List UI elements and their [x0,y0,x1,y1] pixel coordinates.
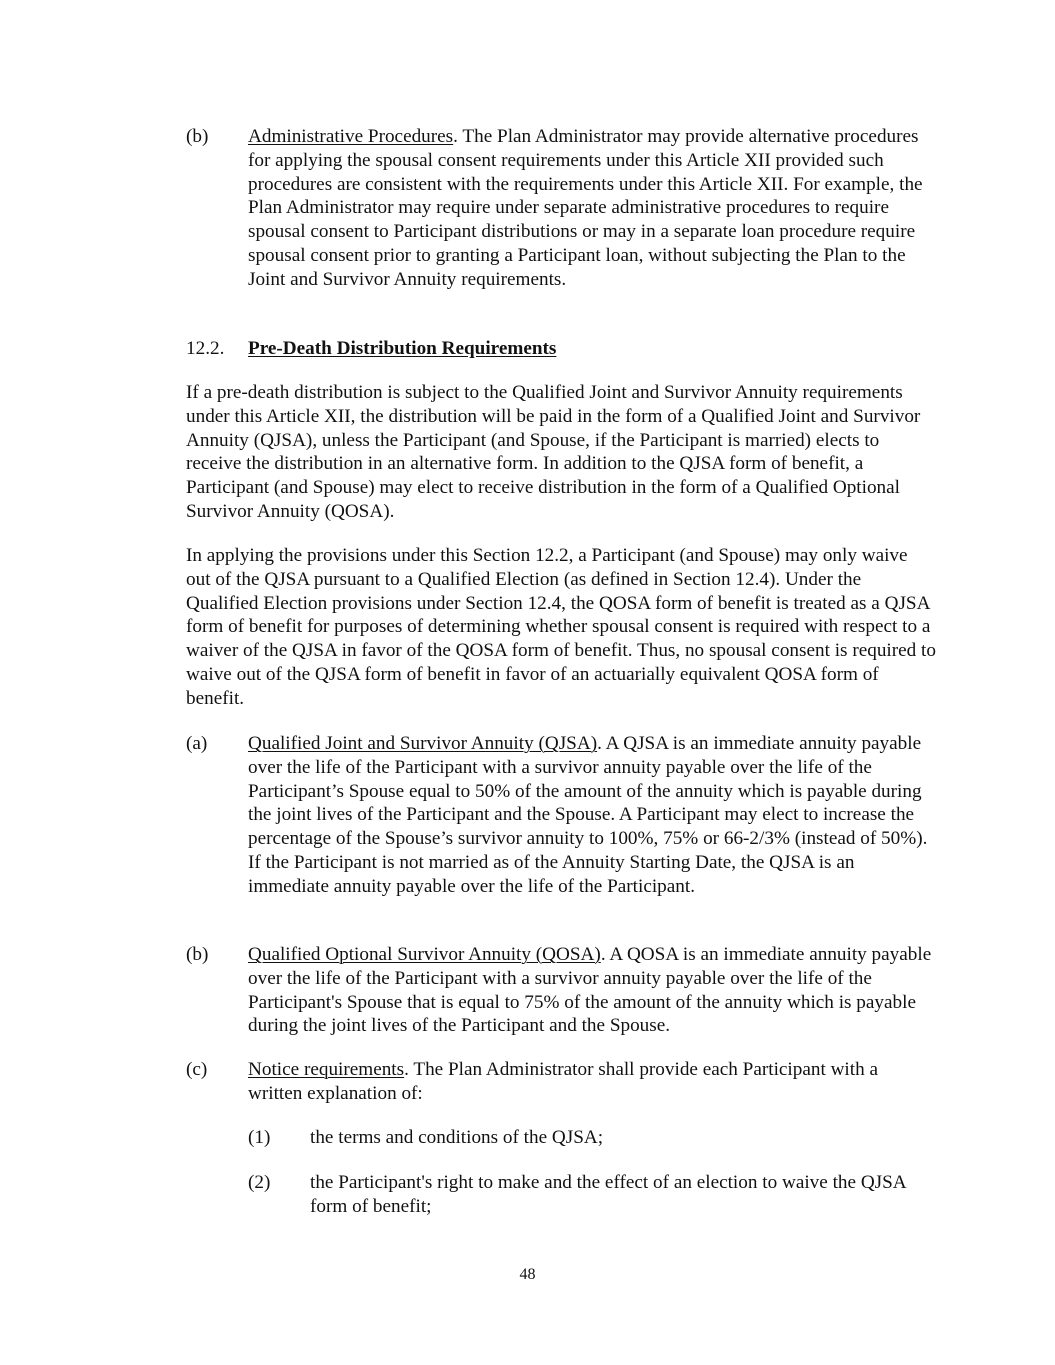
item-body [248,1058,936,1106]
paragraph-2: In applying the provisions under this Section 12.2, a Participant (and Spouse) may only waive out of the QJSA pursuant to a Qualified Election (as defined in Section 12.4). Under the Qualified Election provisions under Section 12.4, the QOSA form of benefit is treated as a QJSA form of benefit for purposes of determining whether spousal consent is required with respect to a waiver of the QJSA in favor of the QOSA form of benefit. Thus, no spousal consent is required to waive out of the QJSA form of benefit in favor of an actuarially equivalent QOSA form of benefit. [186,545,936,709]
section-number: 12.2. [186,338,225,359]
item-text: . The Plan Administrator shall provide each Participant with a written explanation of: [248,1059,879,1104]
item-label: (b) [186,944,209,965]
item-title: Notice requirements [248,1059,405,1080]
item-title: Qualified Optional Survivor Annuity (QOSA) [248,944,601,965]
item-label: (c) [186,1059,208,1080]
item-label: (a) [186,733,208,754]
item-title: Qualified Joint and Survivor Annuity (QJSA) [248,733,598,754]
paragraph-1: If a pre-death distribution is subject to the Qualified Joint and Survivor Annuity requirements under this Article XII, the distribution will be paid in the form of a Qualified Joint and Survivor Annuity (QJSA), unless the Participant (and Spouse, if the Participant is married) elects to receive the distribution in an alternative form. In addition to the QJSA form of benefit, a Participant (and Spouse) may elect to receive distribution in the form of a Qualified Optional Survivor Annuity (QOSA). [186,382,921,522]
item-b-administrative-procedures [186,125,936,292]
item-text: . A QJSA is an immediate annuity payable over the life of the Participant with a survivor annuity payable over the life of the Participant’s Spouse equal to 50% of the amount of the annuity which is payable during the joint lives of the Participant and the Spouse. A Participant may elect to increase the percentage of the Spouse’s survivor annuity to 100%, 75% or 66-2/3% (instead of 50%). If the Participant is not married as of the Annuity Starting Date, the QJSA is an immediate annuity payable over the life of the Participant. [248,733,928,897]
sub-item-text: the terms and conditions of the QJSA; [310,1127,604,1148]
sub-item-1 [248,1126,938,1150]
item-label: (b) [186,126,209,147]
item-a-qjsa [186,732,936,899]
item-b-qosa [186,943,936,1038]
item-text: . A QOSA is an immediate annuity payable over the life of the Participant with a survivor annuity payable over the life of the Participant's Spouse that is equal to 75% of the amount of the annuity which is payable during the joint lives of the Participant and the Spouse. [248,944,932,1037]
item-body [248,943,936,1038]
item-c-notice-requirements [186,1058,936,1106]
item-title: Administrative Procedures [248,126,454,147]
sub-item-text: the Participant's right to make and the effect of an election to waive the QJSA form of benefit; [310,1172,906,1217]
section-title: Pre-Death Distribution Requirements [248,338,557,359]
item-text: . The Plan Administrator may provide alternative procedures for applying the spousal consent requirements under this Article XII provided such procedures are consistent with the requirements under this Article XII. For example, the Plan Administrator may require under separate administrative procedures to require spousal consent to Participant distributions or may in a separate loan procedure require spousal consent prior to granting a Participant loan, without subjecting the Plan to the Joint and Survivor Annuity requirements. [248,126,923,290]
item-body [248,732,936,899]
sub-item-label: (2) [248,1172,271,1193]
page-number: 48 [519,1266,536,1283]
sub-item-2 [248,1171,938,1219]
section-heading [186,337,936,361]
item-body [248,125,936,292]
sub-item-label: (1) [248,1127,271,1148]
